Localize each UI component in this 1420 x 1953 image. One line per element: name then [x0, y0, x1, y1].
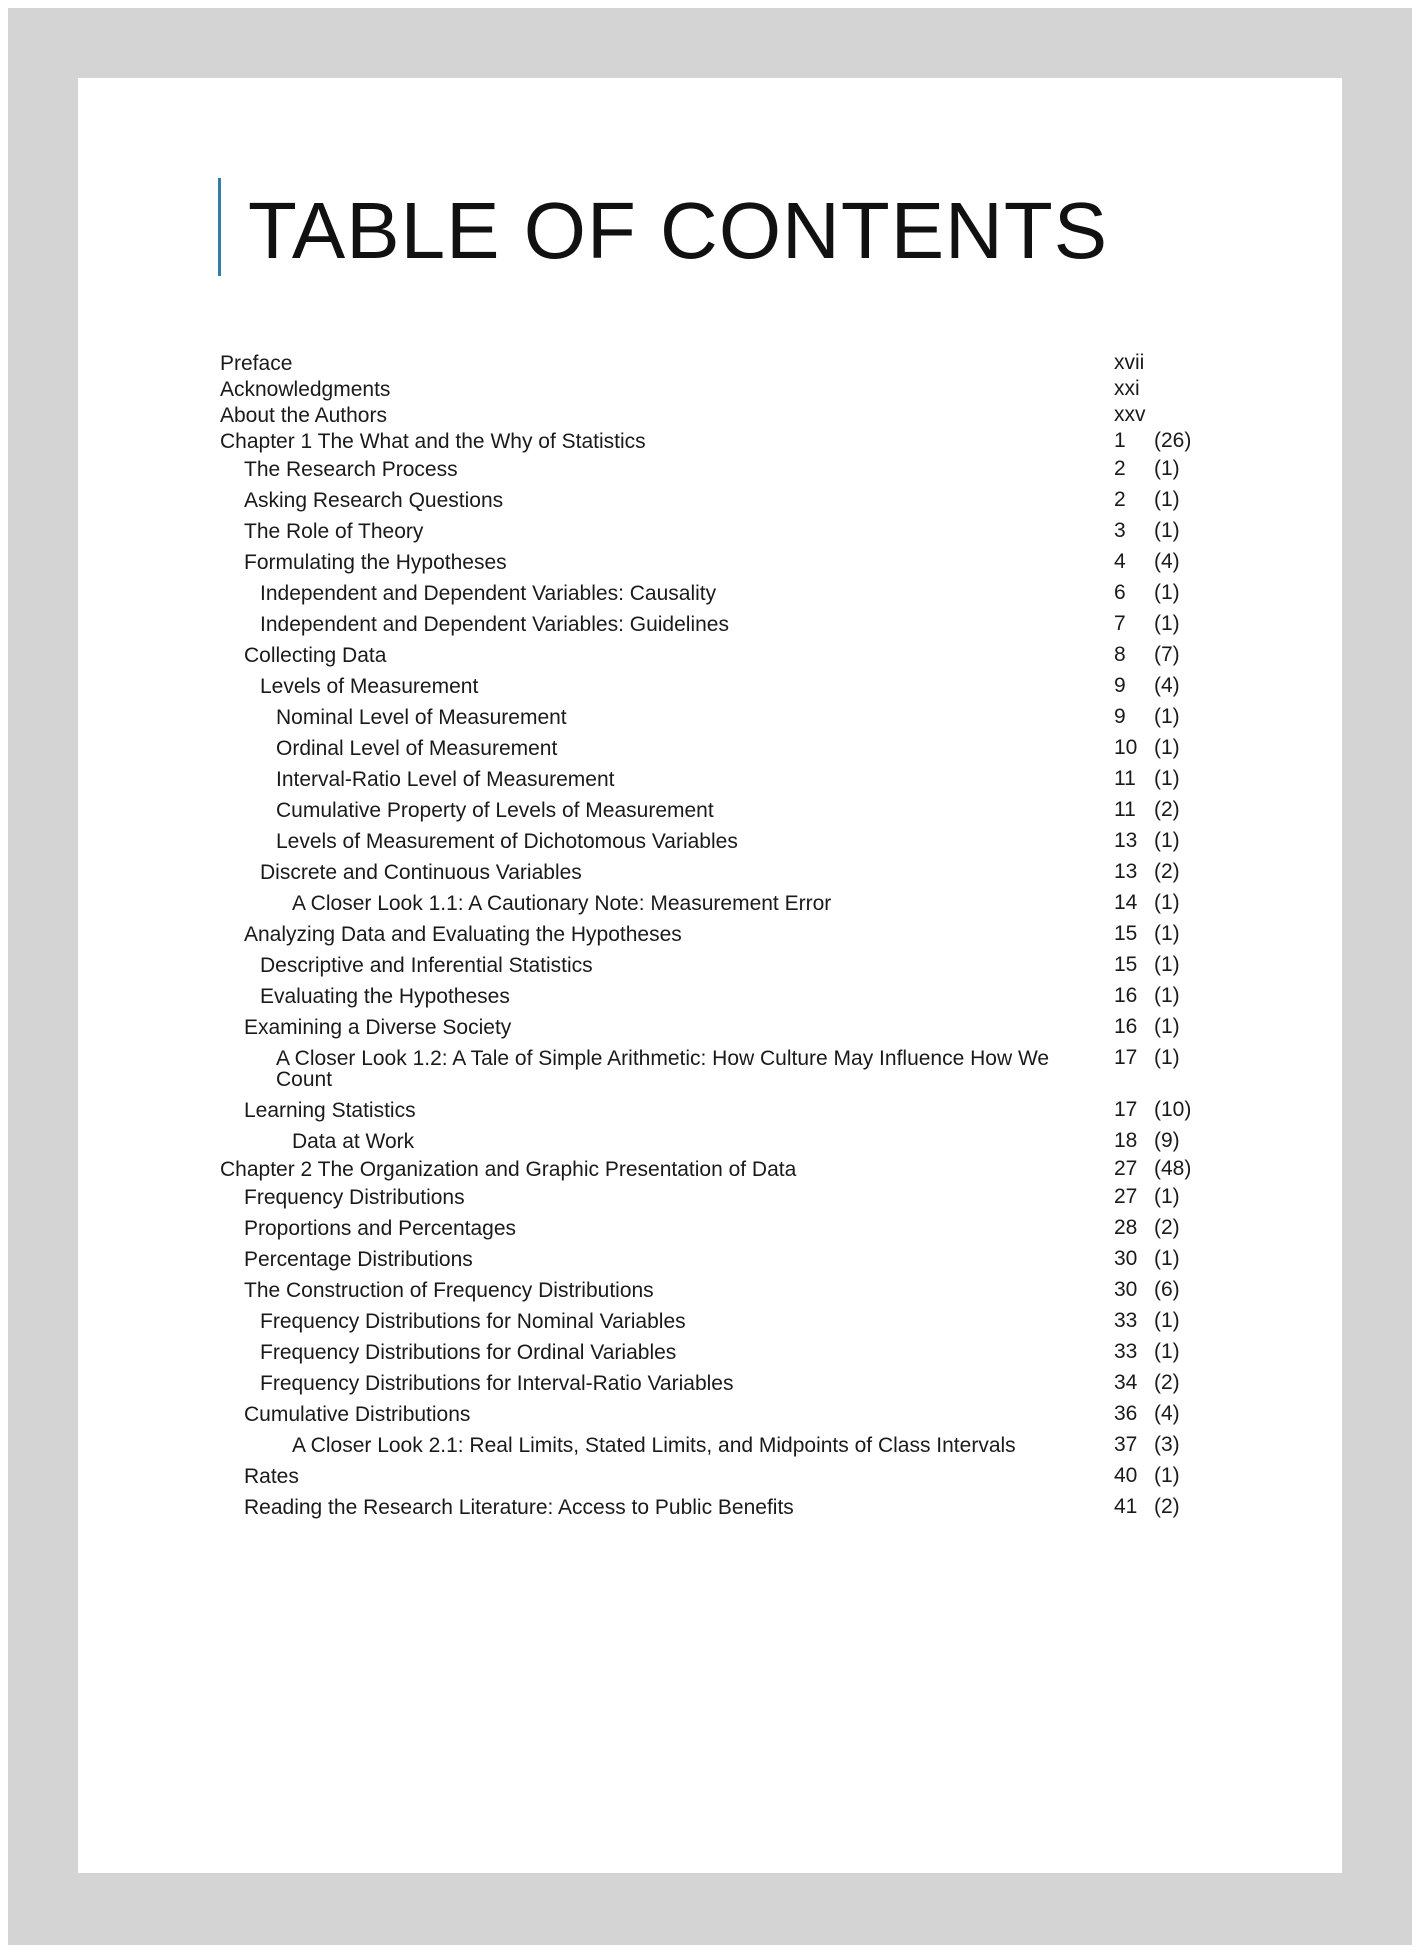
toc-entry-title: Asking Research Questions	[244, 489, 504, 512]
toc-entry[interactable]	[220, 983, 1270, 1009]
toc-entry-page-count: (2)	[1154, 1216, 1180, 1239]
toc-entry-page-number: 13	[1114, 860, 1138, 883]
toc-entry[interactable]	[220, 735, 1270, 761]
toc-entry-page-number: 9	[1114, 705, 1126, 728]
toc-entry-page-number: 15	[1114, 953, 1138, 976]
toc-entry[interactable]	[220, 1097, 1270, 1123]
toc-entry[interactable]	[220, 890, 1270, 916]
toc-entry-title: Interval-Ratio Level of Measurement	[276, 768, 615, 791]
toc-entry-title: Chapter 1 The What and the Why of Statistics	[220, 430, 646, 453]
toc-entry-title: Frequency Distributions for Ordinal Variables	[260, 1341, 677, 1364]
toc-entry-title: Cumulative Distributions	[244, 1403, 471, 1426]
toc-entry-title: The Construction of Frequency Distributions	[244, 1279, 654, 1302]
toc-entry-page-number: xxv	[1114, 403, 1146, 426]
title-accent-bar	[218, 178, 221, 276]
toc-entry-page-number: 33	[1114, 1340, 1138, 1363]
toc-entry-title: Frequency Distributions for Nominal Variables	[260, 1310, 686, 1333]
toc-entry-title: Frequency Distributions for Interval-Ratio Variables	[260, 1372, 734, 1395]
toc-entry-title: Learning Statistics	[244, 1099, 416, 1122]
toc-entry-title: Collecting Data	[244, 644, 387, 667]
toc-entry-title: A Closer Look 2.1: Real Limits, Stated Limits, and Midpoints of Class Intervals	[292, 1434, 1016, 1457]
toc-entry[interactable]	[220, 1156, 1270, 1182]
toc-entry-title: Levels of Measurement of Dichotomous Variables	[276, 830, 738, 853]
toc-entry[interactable]	[220, 1463, 1270, 1489]
toc-entry-page-number: 6	[1114, 581, 1126, 604]
toc-entry-page-number: 33	[1114, 1309, 1138, 1332]
toc-entry-title: Nominal Level of Measurement	[276, 706, 567, 729]
toc-entry-page-count: (2)	[1154, 1495, 1180, 1518]
toc-entry-title: Descriptive and Inferential Statistics	[260, 954, 593, 977]
toc-entry-page-count: (1)	[1154, 953, 1180, 976]
toc-entry-title: Independent and Dependent Variables: Causality	[260, 582, 717, 605]
toc-entry[interactable]	[220, 487, 1270, 513]
toc-entry-page-count: (2)	[1154, 860, 1180, 883]
toc-entry[interactable]	[220, 611, 1270, 637]
toc-entry-title: Percentage Distributions	[244, 1248, 473, 1271]
toc-entry[interactable]	[220, 673, 1270, 699]
toc-entry-page-number: xvii	[1114, 351, 1145, 374]
toc-entry-page-number: 14	[1114, 891, 1138, 914]
toc-entry-page-count: (48)	[1154, 1157, 1192, 1180]
toc-entry-title: Formulating the Hypotheses	[244, 551, 507, 574]
toc-entry-page-number: 7	[1114, 612, 1126, 635]
toc-entry-page-count: (1)	[1154, 488, 1180, 511]
toc-entry-page-number: 28	[1114, 1216, 1138, 1239]
toc-entry-page-count: (1)	[1154, 1185, 1180, 1208]
toc-entry-page-number: 15	[1114, 922, 1138, 945]
toc-entry-page-number: 17	[1114, 1046, 1138, 1069]
toc-entry-page-count: (1)	[1154, 767, 1180, 790]
toc-entry-page-number: 16	[1114, 1015, 1138, 1038]
toc-entry[interactable]	[220, 1432, 1270, 1458]
toc-entry-page-number: 2	[1114, 488, 1126, 511]
toc-entry-title: A Closer Look 1.2: A Tale of Simple Arithmetic: How Culture May Influence How We Count	[276, 1047, 1050, 1091]
toc-entry-page-count: (1)	[1154, 891, 1180, 914]
toc-entry-page-count: (4)	[1154, 550, 1180, 573]
toc-entry-page-number: xxi	[1114, 377, 1140, 400]
toc-entry[interactable]	[220, 1339, 1270, 1365]
toc-entry-page-number: 18	[1114, 1129, 1138, 1152]
toc-entry-title: Data at Work	[292, 1130, 415, 1153]
toc-entry-page-number: 27	[1114, 1185, 1138, 1208]
toc-entry-title: Chapter 2 The Organization and Graphic Presentation of Data	[220, 1158, 797, 1181]
toc-entry-title: The Research Process	[244, 458, 458, 481]
toc-entry-page-count: (1)	[1154, 519, 1180, 542]
toc-entry-page-count: (7)	[1154, 643, 1180, 666]
toc-entry-page-count: (1)	[1154, 457, 1180, 480]
toc-entry[interactable]	[220, 1128, 1270, 1154]
document-page	[78, 78, 1342, 1873]
toc-entry-page-number: 17	[1114, 1098, 1138, 1121]
toc-entry-page-count: (1)	[1154, 829, 1180, 852]
toc-entry-page-number: 1	[1114, 429, 1126, 452]
toc-entry-page-number: 9	[1114, 674, 1126, 697]
toc-entry-title: Reading the Research Literature: Access to Public Benefits	[244, 1496, 794, 1519]
toc-entry[interactable]	[220, 1277, 1270, 1303]
toc-entry-page-count: (1)	[1154, 1015, 1180, 1038]
toc-entry[interactable]	[220, 376, 1270, 402]
toc-entry[interactable]	[220, 456, 1270, 482]
toc-entry-page-count: (1)	[1154, 581, 1180, 604]
toc-entry-page-number: 4	[1114, 550, 1126, 573]
toc-entry[interactable]	[220, 766, 1270, 792]
toc-entry-page-count: (4)	[1154, 674, 1180, 697]
toc-entry[interactable]	[220, 580, 1270, 606]
toc-entry[interactable]	[220, 549, 1270, 575]
toc-entry-page-count: (10)	[1154, 1098, 1192, 1121]
toc-entry[interactable]	[220, 704, 1270, 730]
toc-entry-title: Proportions and Percentages	[244, 1217, 517, 1240]
toc-entry-page-count: (1)	[1154, 922, 1180, 945]
toc-entry-page-count: (1)	[1154, 1046, 1180, 1069]
toc-entry-title: About the Authors	[220, 404, 387, 427]
toc-entry-title: Evaluating the Hypotheses	[260, 985, 510, 1008]
toc-entry[interactable]	[220, 1401, 1270, 1427]
toc-entry-page-count: (1)	[1154, 1247, 1180, 1270]
toc-entry[interactable]	[220, 518, 1270, 544]
page-title: TABLE OF CONTENTS	[248, 186, 1109, 275]
toc-entry-page-number: 36	[1114, 1402, 1138, 1425]
toc-entry-page-count: (1)	[1154, 984, 1180, 1007]
toc-entry-page-number: 40	[1114, 1464, 1138, 1487]
toc-entry-page-count: (1)	[1154, 1309, 1180, 1332]
toc-entry-page-number: 34	[1114, 1371, 1138, 1394]
toc-entry-page-number: 2	[1114, 457, 1126, 480]
toc-entry-page-count: (1)	[1154, 705, 1180, 728]
toc-entry-page-count: (26)	[1154, 429, 1192, 452]
toc-entry-page-count: (9)	[1154, 1129, 1180, 1152]
toc-entry-page-count: (1)	[1154, 1340, 1180, 1363]
toc-entry-page-number: 3	[1114, 519, 1126, 542]
toc-entry-page-number: 10	[1114, 736, 1138, 759]
toc-entry-title: Examining a Diverse Society	[244, 1016, 512, 1039]
toc-entry[interactable]	[220, 921, 1270, 947]
toc-entry-title: A Closer Look 1.1: A Cautionary Note: Measurement Error	[292, 892, 832, 915]
toc-entry[interactable]	[220, 797, 1270, 823]
toc-entry-title: Preface	[220, 352, 293, 375]
toc-entry[interactable]	[220, 1184, 1270, 1210]
toc-entry-page-number: 16	[1114, 984, 1138, 1007]
toc-entry-title: The Role of Theory	[244, 520, 424, 543]
toc-entry-title: Analyzing Data and Evaluating the Hypotheses	[244, 923, 682, 946]
toc-entry-page-count: (2)	[1154, 798, 1180, 821]
toc-entry[interactable]	[220, 350, 1270, 376]
toc-entry[interactable]	[220, 1370, 1270, 1396]
toc-entry[interactable]	[220, 1494, 1270, 1520]
toc-entry[interactable]	[220, 402, 1270, 428]
toc-entry[interactable]	[220, 859, 1270, 885]
toc-entry-page-number: 8	[1114, 643, 1126, 666]
toc-entry-title: Discrete and Continuous Variables	[260, 861, 582, 884]
toc-entry-page-number: 11	[1114, 767, 1136, 790]
toc-entry-page-number: 30	[1114, 1247, 1138, 1270]
toc-entry[interactable]	[220, 1045, 1270, 1092]
toc-entry-title: Rates	[244, 1465, 299, 1488]
toc-entry-page-count: (1)	[1154, 612, 1180, 635]
toc-entry-title: Frequency Distributions	[244, 1186, 465, 1209]
toc-entry-title: Independent and Dependent Variables: Guidelines	[260, 613, 729, 636]
toc-entry[interactable]	[220, 642, 1270, 668]
toc-entry-page-number: 27	[1114, 1157, 1138, 1180]
toc-entry-page-number: 30	[1114, 1278, 1138, 1301]
toc-entry[interactable]	[220, 428, 1270, 454]
toc-entry[interactable]	[220, 1246, 1270, 1272]
toc-entry-title: Acknowledgments	[220, 378, 391, 401]
toc-entry-page-count: (6)	[1154, 1278, 1180, 1301]
toc-entry[interactable]	[220, 952, 1270, 978]
toc-entry-title: Ordinal Level of Measurement	[276, 737, 558, 760]
toc-entry-page-count: (1)	[1154, 736, 1180, 759]
toc-entry-page-count: (1)	[1154, 1464, 1180, 1487]
toc-entry[interactable]	[220, 1014, 1270, 1040]
toc-entry[interactable]	[220, 1308, 1270, 1334]
toc-entry-page-number: 11	[1114, 798, 1136, 821]
toc-entry-title: Levels of Measurement	[260, 675, 479, 698]
toc-entry-page-count: (4)	[1154, 1402, 1180, 1425]
toc-entry-page-number: 13	[1114, 829, 1138, 852]
toc-entry[interactable]	[220, 828, 1270, 854]
table-of-contents-list	[220, 350, 1270, 1520]
toc-entry[interactable]	[220, 1215, 1270, 1241]
toc-entry-page-count: (2)	[1154, 1371, 1180, 1394]
toc-entry-page-number: 41	[1114, 1495, 1138, 1518]
toc-entry-title: Cumulative Property of Levels of Measurement	[276, 799, 714, 822]
toc-entry-page-number: 37	[1114, 1433, 1138, 1456]
toc-entry-page-count: (3)	[1154, 1433, 1180, 1456]
